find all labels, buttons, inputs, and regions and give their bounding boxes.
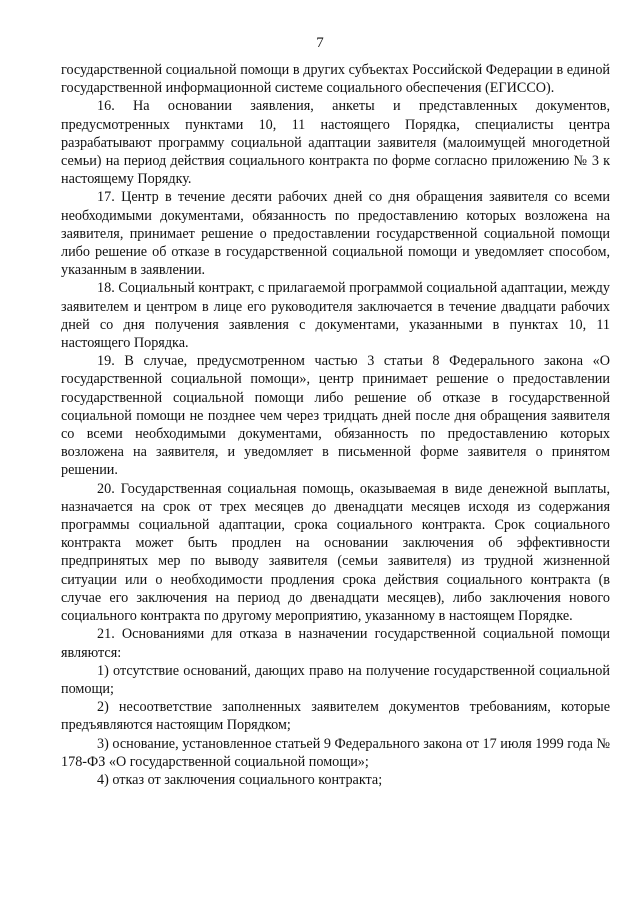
page-number: 7 bbox=[316, 35, 324, 51]
list-item-21-1: 1) отсутствие оснований, дающих право на получение государственной социальной помощи; bbox=[61, 662, 610, 697]
paragraph-item-20: 20. Государственная социальная помощь, оказываемая в виде денежной выплаты, назначается на срок от трех месяцев до двенадцати месяцев исходя из содержания программы социальной адаптации, срока социального контракта. Срок социального контракта может быть продлен на основании заключения об эффективности предпринятых мер по выводу заявителя (семьи заявителя) из трудной жизненной ситуации или о необходимости продления срока действия социального контракта (в случае его заключения на период до двенадцати месяцев), либо заключения нового социального контракта по другому мероприятию, указанному в настоящем Порядке. bbox=[61, 480, 610, 625]
paragraph-item-18: 18. Социальный контракт, с прилагаемой программой социальной адаптации, между заявителем и центром в лице его руководителя заключается в течение двадцати рабочих дней со дня получения заявления с документами, указанными в пунктах 10, 11 настоящего Порядка. bbox=[61, 280, 610, 352]
list-item-21-4: 4) отказ от заключения социального контракта; bbox=[97, 771, 383, 788]
paragraph-item-16: 16. На основании заявления, анкеты и представленных документов, предусмотренных пунктами 10, 11 настоящего Порядка, специалисты центра разрабатывают программу социальной адаптации заявителя (малоимущей многодетной семьи) на период действия социального контракта по форме согласно приложению № 3 к настоящему Порядку. bbox=[61, 98, 610, 188]
paragraph-continuation: государственной социальной помощи в других субъектах Российской Федерации в единой государственной информационной системе социального обеспечения (ЕГИССО). bbox=[61, 62, 610, 97]
list-item-21-3: 3) основание, установленное статьей 9 Федерального закона от 17 июля 1999 года № 178-ФЗ «О государственной социальной помощи»; bbox=[61, 735, 610, 770]
list-item-21-2: 2) несоответствие заполненных заявителем документов требованиям, которые предъявляются настоящим Порядком; bbox=[61, 699, 610, 734]
paragraph-item-19: 19. В случае, предусмотренном частью 3 статьи 8 Федерального закона «О государственной социальной помощи», центр принимает решение о предоставлении государственной социальной помощи либо решение об отказе в государственной социальной помощи не позднее чем через тридцать дней после дня обращения заявителя со всеми необходимыми документами, обязанность по предоставлению которых возложена на заявителя, и уведомляет в письменной форме заявителя о принятом решении. bbox=[61, 353, 610, 479]
paragraph-item-21: 21. Основаниями для отказа в назначении государственной социальной помощи являются: bbox=[61, 626, 610, 661]
paragraph-item-17: 17. Центр в течение десяти рабочих дней со дня обращения заявителя со всеми необходимыми документами, обязанность по предоставлению которых возложена на заявителя, принимает решение о предоставлении государственной социальной помощи либо решение об отказе в государственной социальной помощи и уведомляет способом, указанным в заявлении. bbox=[61, 189, 610, 279]
document-body bbox=[61, 61, 610, 789]
